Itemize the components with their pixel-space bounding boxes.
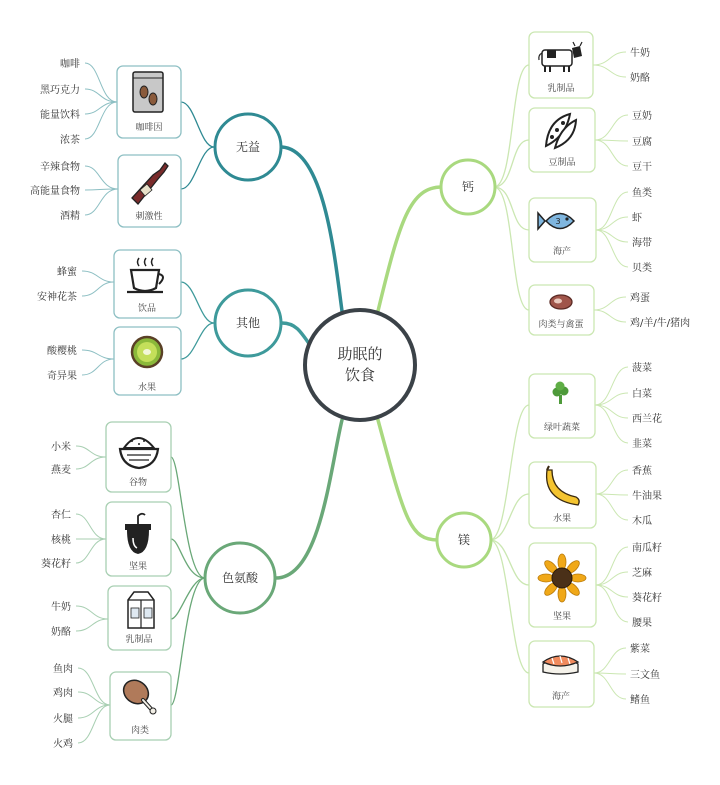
leaf-item: 奶酪 <box>630 73 650 84</box>
group-caption: 谷物 <box>128 478 148 488</box>
leaf-item: 豆干 <box>632 162 652 173</box>
group-caption: 乳制品 <box>547 84 575 94</box>
leaf-item: 酸樱桃 <box>47 346 77 357</box>
leaf-item: 韭菜 <box>632 439 652 450</box>
leaves-mei-fruit <box>632 464 662 527</box>
connector-gai <box>378 187 442 311</box>
leaves-gai-dairy <box>630 46 650 84</box>
leaf-item: 三文鱼 <box>630 670 660 681</box>
group-caption: 水果 <box>552 514 572 524</box>
branch-node-wuyi[interactable] <box>215 114 281 180</box>
leaf-item: 海带 <box>632 238 652 249</box>
leaf-item: 虾 <box>632 213 642 224</box>
leaf-item: 小米 <box>51 442 71 453</box>
group-seansuan-grains[interactable] <box>106 422 171 492</box>
leaf-item: 鳍鱼 <box>630 695 650 706</box>
group-caption: 肉类与禽蛋 <box>538 320 584 330</box>
group-seansuan-dairy[interactable] <box>108 586 171 650</box>
leaf-item: 燕麦 <box>51 465 71 476</box>
leaf-item: 杏仁 <box>51 510 71 521</box>
svg-text:3: 3 <box>555 217 561 226</box>
leaf-item: 咖啡 <box>60 59 80 70</box>
group-caption: 刺激性 <box>135 212 163 222</box>
group-qita-fruit[interactable] <box>114 327 181 395</box>
leaf-item: 蜂蜜 <box>57 267 77 278</box>
leaves-gai-meat-eggs <box>630 291 690 329</box>
leaves-mei-greens <box>632 361 662 450</box>
center-label-line1: 助眠的 <box>337 345 383 363</box>
leaves-seansuan-meat <box>53 662 73 750</box>
group-gai-dairy[interactable] <box>529 32 593 98</box>
leaf-item: 南瓜籽 <box>632 543 662 554</box>
leaf-item: 鱼肉 <box>53 664 73 675</box>
leaf-item: 豆奶 <box>632 111 652 122</box>
leaf-item: 紫菜 <box>630 644 650 655</box>
leaf-item: 火腿 <box>53 714 73 725</box>
leaf-item: 香蕉 <box>632 466 652 477</box>
group-caption: 绿叶蔬菜 <box>543 423 581 433</box>
coffee-bag-icon <box>133 72 163 112</box>
leaf-item: 鸡蛋 <box>630 293 650 304</box>
leaf-item: 奶酪 <box>51 627 71 638</box>
leaf-item: 奇异果 <box>47 371 77 382</box>
kiwi-icon <box>132 337 162 367</box>
leaf-item: 木瓜 <box>632 516 652 527</box>
connector-wuyi <box>282 147 342 311</box>
branch-node-seansuan[interactable] <box>205 543 275 613</box>
leaves-seansuan-dairy <box>51 600 71 638</box>
leaf-item: 酒精 <box>60 211 80 222</box>
group-qita-drinks[interactable] <box>114 250 181 318</box>
group-mei-nuts[interactable] <box>529 543 596 627</box>
leaf-item: 黑巧克力 <box>40 85 80 96</box>
leaves-mei-seafood <box>630 642 660 706</box>
leaf-item: 西兰花 <box>632 414 662 425</box>
group-caption: 海产 <box>552 247 572 257</box>
branch-label-seansuan: 色氨酸 <box>221 571 259 585</box>
leaf-item: 能量饮料 <box>40 110 80 121</box>
leaf-item: 鱼类 <box>632 188 652 199</box>
group-caption: 豆制品 <box>548 158 576 168</box>
leaf-item: 牛奶 <box>51 602 71 613</box>
leaf-item: 菠菜 <box>632 363 652 374</box>
leaf-item: 高能量食物 <box>30 186 80 197</box>
connector-seansuan <box>276 420 342 578</box>
group-mei-fruit[interactable] <box>529 462 596 528</box>
milk-carton-icon <box>128 592 154 628</box>
leaf-item: 豆腐 <box>632 137 652 148</box>
leaf-item: 鸡/羊/牛/猪肉 <box>630 318 691 329</box>
group-gai-soy[interactable] <box>529 108 595 172</box>
group-caption: 水果 <box>137 383 157 393</box>
leaves-qita-fruit <box>47 344 77 382</box>
steak-icon <box>550 295 572 309</box>
leaf-item: 腰果 <box>632 618 652 629</box>
leaf-item: 辛辣食物 <box>40 162 80 173</box>
sunflower-icon <box>538 554 586 602</box>
branch-node-qita[interactable] <box>215 290 281 356</box>
group-caption: 海产 <box>551 692 571 702</box>
leaf-item: 贝类 <box>632 263 652 274</box>
leaf-item: 白菜 <box>632 389 652 400</box>
sushi-icon <box>543 656 578 674</box>
leaf-item: 浓茶 <box>60 135 80 146</box>
group-gai-meat-eggs[interactable] <box>529 285 594 335</box>
group-caption: 饮品 <box>137 304 157 314</box>
group-caption: 坚果 <box>128 562 148 572</box>
group-wuyi-stimulants[interactable] <box>118 155 181 227</box>
leaves-wuyi-stimulants <box>30 160 80 222</box>
branch-label-wuyi: 无益 <box>235 140 261 154</box>
leaves-gai-seafood <box>632 186 652 274</box>
leaf-item: 安神花茶 <box>37 292 77 303</box>
group-caption: 肉类 <box>130 726 150 736</box>
leaves-mei-nuts <box>632 541 662 629</box>
connector-mei <box>378 420 438 540</box>
group-gai-seafood[interactable] <box>529 198 596 262</box>
leaf-item: 芝麻 <box>632 568 652 579</box>
group-caption: 咖啡因 <box>135 123 163 133</box>
leaves-qita-drinks <box>37 265 77 303</box>
branch-node-gai[interactable] <box>441 160 495 214</box>
leaves-wuyi-caffeine <box>40 57 80 146</box>
leaf-item: 火鸡 <box>53 739 73 750</box>
branch-label-qita: 其他 <box>235 316 261 330</box>
branch-node-mei[interactable] <box>437 513 491 567</box>
group-caption: 乳制品 <box>125 635 153 645</box>
group-seansuan-meat[interactable] <box>110 672 171 740</box>
leaves-seansuan-grains <box>51 440 71 476</box>
center-node[interactable] <box>305 310 415 420</box>
leaf-item: 牛奶 <box>630 48 650 59</box>
group-wuyi-caffeine[interactable] <box>117 66 181 138</box>
branch-label-mei: 镁 <box>457 533 471 547</box>
leaf-item: 核桃 <box>51 535 71 546</box>
center-label-line2: 饮食 <box>344 366 376 384</box>
leaves-gai-soy <box>632 109 652 173</box>
group-seansuan-nuts[interactable] <box>106 502 171 576</box>
leaf-item: 鸡肉 <box>53 688 73 699</box>
group-caption: 坚果 <box>552 612 572 622</box>
leaf-item: 葵花籽 <box>41 559 71 570</box>
leaf-item: 葵花籽 <box>632 593 662 604</box>
group-mei-greens[interactable] <box>529 374 595 438</box>
leaf-item: 牛油果 <box>632 491 662 502</box>
leaves-seansuan-nuts <box>41 508 71 570</box>
group-mei-seafood[interactable] <box>529 641 594 707</box>
branch-label-gai: 钙 <box>461 180 475 194</box>
